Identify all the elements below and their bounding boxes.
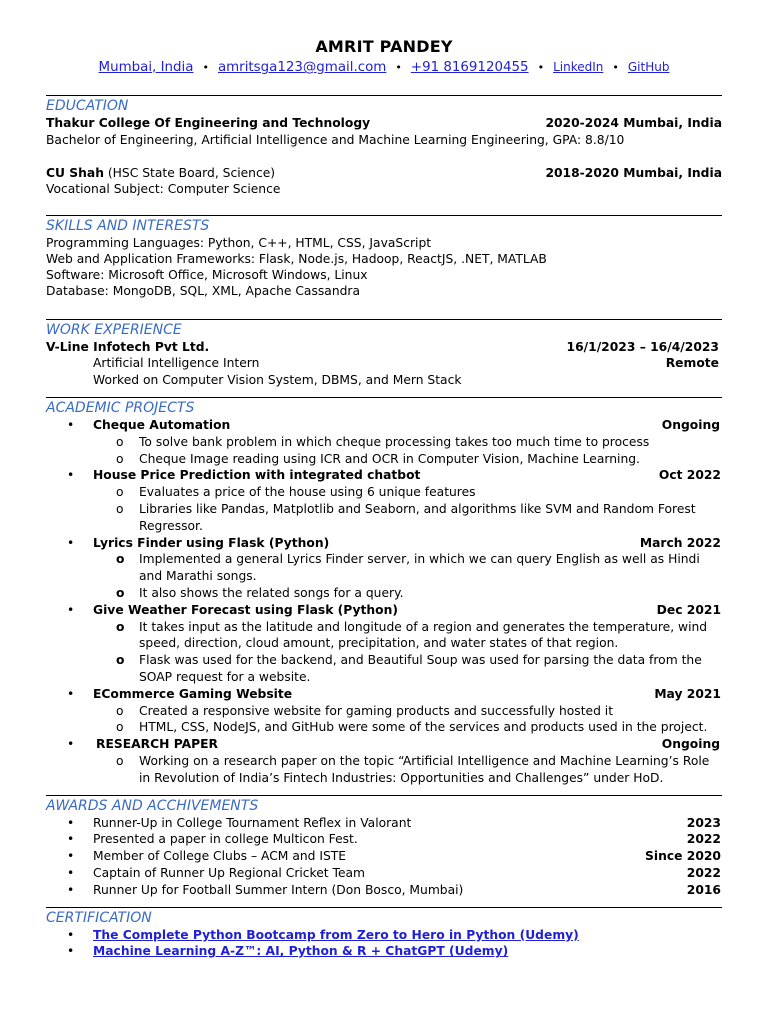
bullet-icon: • — [67, 737, 75, 752]
bullet-icon: • — [67, 882, 75, 897]
education-detail: Vocational Subject: Computer Science — [46, 182, 281, 197]
separator-dot: • — [612, 61, 619, 74]
award-year: 2022 — [686, 866, 721, 880]
project-point — [46, 451, 722, 468]
work-entry — [46, 339, 722, 356]
school-name: Thakur College Of Engineering and Technology — [46, 116, 371, 130]
work-role-row — [46, 355, 722, 372]
work-heading: WORK EXPERIENCE — [46, 321, 182, 338]
bullet-icon: • — [67, 418, 75, 433]
certification-row — [46, 943, 722, 960]
email-link[interactable]: amritsga123@gmail.com — [217, 60, 387, 75]
award-row — [46, 831, 722, 848]
resume-name: AMRIT PANDEY — [315, 37, 453, 56]
certification-group — [46, 927, 579, 944]
project-point — [46, 501, 722, 535]
project-row — [46, 602, 722, 619]
project-row — [46, 417, 722, 434]
project-name: Give Weather Forecast using Flask (Python) — [93, 602, 398, 617]
award-text-group — [46, 848, 346, 865]
bullet-icon: • — [67, 832, 75, 847]
school-extra: (HSC State Board, Science) — [103, 165, 276, 180]
bullet-icon: • — [67, 849, 75, 864]
sub-bullet-icon: o — [116, 619, 125, 634]
project-point-text: HTML, CSS, NodeJS, and GitHub were some of the services and products used in the project. — [139, 720, 708, 735]
award-text: Member of College Clubs – ACM and ISTE — [93, 849, 347, 864]
award-row — [46, 848, 722, 865]
project-point-text: Evaluates a price of the house using 6 unique features — [139, 485, 476, 500]
project-date: May 2021 — [654, 686, 721, 701]
education-dates: 2020-2024 Mumbai, India — [545, 116, 722, 130]
award-year: Since 2020 — [645, 849, 721, 864]
project-point-text: Flask was used for the backend, and Beautiful Soup was used for parsing the data from the SOAP request for a website. — [139, 653, 702, 685]
sub-bullet-icon: o — [116, 720, 124, 735]
sub-bullet-icon: o — [116, 451, 124, 466]
project-point-text: Cheque Image reading using ICR and OCR in Computer Vision, Machine Learning. — [139, 451, 640, 466]
award-row — [46, 865, 722, 882]
github-link[interactable]: GitHub — [627, 60, 670, 74]
education-entry — [46, 165, 722, 182]
sub-bullet-icon: o — [116, 586, 125, 601]
project-name: Lyrics Finder using Flask (Python) — [93, 535, 330, 550]
project-point — [46, 719, 722, 736]
project-point — [46, 703, 722, 720]
skill-line: Programming Languages: Python, C++, HTML, CSS, JavaScript — [46, 235, 432, 250]
phone-link[interactable]: +91 8169120455 — [410, 60, 529, 75]
project-date: March 2022 — [639, 535, 721, 550]
company-name: V-Line Infotech Pvt Ltd. — [46, 339, 210, 354]
sub-bullet-icon: o — [116, 653, 125, 668]
bullet-icon: • — [67, 866, 75, 880]
certification-row — [46, 927, 722, 944]
resume-page — [46, 36, 722, 960]
work-role: Artificial Intelligence Intern — [93, 356, 260, 371]
bullet-icon: • — [67, 686, 75, 701]
award-row — [46, 882, 722, 899]
certification-heading: CERTIFICATION — [46, 909, 152, 926]
school-name: CU Shah — [46, 165, 104, 180]
work-dates: 16/1/2023 – 16/4/2023 — [566, 339, 719, 354]
sub-bullet-icon: o — [116, 434, 124, 449]
project-point — [46, 753, 722, 787]
projects-heading: ACADEMIC PROJECTS — [46, 400, 195, 417]
award-text: Captain of Runner Up Regional Cricket Team — [93, 866, 366, 880]
certification-group — [46, 943, 508, 960]
skill-line: Database: MongoDB, SQL, XML, Apache Cassandra — [46, 284, 361, 299]
certification-section — [46, 907, 722, 961]
project-point-text: It also shows the related songs for a query. — [139, 586, 404, 601]
project-name: ECommerce Gaming Website — [93, 686, 293, 701]
sub-bullet-icon: o — [116, 485, 124, 500]
award-row — [46, 815, 722, 832]
certification-link[interactable]: The Complete Python Bootcamp from Zero to Hero in Python (Udemy) — [93, 927, 579, 942]
project-title-group — [46, 467, 420, 484]
skill-line: Web and Application Frameworks: Flask, Node.js, Hadoop, ReactJS, .NET, MATLAB — [46, 251, 547, 266]
project-title-group — [46, 736, 218, 753]
education-section — [46, 95, 722, 198]
work-mode: Remote — [665, 356, 719, 371]
projects-section — [46, 397, 722, 787]
bullet-icon: • — [67, 468, 75, 483]
project-point-text: Created a responsive website for gaming products and successfully hosted it — [139, 703, 614, 718]
projects-list — [46, 417, 722, 787]
project-date: Dec 2021 — [656, 602, 721, 617]
project-date: Ongoing — [661, 737, 720, 752]
contact-line — [46, 58, 722, 76]
awards-heading: AWARDS AND ACCHIVEMENTS — [46, 797, 259, 814]
certification-link[interactable]: Machine Learning A-Z™: AI, Python & R + ChatGPT (Udemy) — [93, 944, 509, 959]
sub-bullet-icon: o — [116, 754, 124, 769]
project-title-group — [46, 602, 398, 619]
award-text-group — [46, 865, 365, 882]
award-text-group — [46, 815, 411, 832]
project-point — [46, 585, 722, 602]
project-date: Oct 2022 — [658, 468, 721, 483]
project-point — [46, 434, 722, 451]
project-title-group — [46, 686, 292, 703]
project-point — [46, 652, 722, 686]
project-title-group — [46, 417, 230, 434]
bullet-icon: • — [67, 944, 75, 959]
education-entry — [46, 115, 722, 132]
linkedin-link[interactable]: LinkedIn — [553, 60, 604, 74]
award-text: Runner Up for Football Summer Intern (Don Bosco, Mumbai) — [93, 882, 464, 897]
skills-heading: SKILLS AND INTERESTS — [46, 217, 210, 234]
project-point-text: Working on a research paper on the topic “Artificial Intelligence and Machine Learning’s Role in Revolution of India’s Fintech Industries: Opportunities and Challenges” under HoD. — [139, 754, 710, 785]
project-name: House Price Prediction with integrated chatbot — [93, 468, 421, 483]
award-text: Runner-Up in College Tournament Reflex in Valorant — [93, 815, 412, 830]
location-link[interactable]: Mumbai, India — [98, 60, 194, 75]
award-year: 2022 — [686, 832, 721, 847]
project-point-text: Libraries like Pandas, Matplotlib and Seaborn, and algorithms like SVM and Random Forest Regressor. — [139, 502, 696, 533]
separator-dot: • — [395, 61, 402, 74]
project-point — [46, 619, 722, 653]
skill-line: Software: Microsoft Office, Microsoft Windows, Linux — [46, 268, 368, 283]
award-text-group — [46, 831, 358, 848]
sub-bullet-icon: o — [116, 502, 124, 517]
award-year: 2023 — [686, 815, 721, 830]
project-date: Ongoing — [661, 418, 720, 433]
bullet-icon: • — [67, 815, 75, 830]
project-row — [46, 535, 722, 552]
project-title-group — [46, 535, 329, 552]
project-point-text: Implemented a general Lyrics Finder server, in which we can query English as well as Hindi and Marathi songs. — [139, 552, 700, 584]
project-row — [46, 467, 722, 484]
bullet-icon: • — [67, 927, 75, 942]
project-point — [46, 484, 722, 501]
project-point — [46, 551, 722, 585]
project-row — [46, 686, 722, 703]
award-year: 2016 — [686, 882, 721, 897]
skills-section — [46, 215, 722, 300]
bullet-icon: • — [67, 602, 75, 617]
certification-list — [46, 927, 722, 961]
work-description: Worked on Computer Vision System, DBMS, and Mern Stack — [93, 372, 462, 387]
project-row — [46, 736, 722, 753]
project-point-text: It takes input as the latitude and longitude of a region and generates the temperature, wind speed, direction, cloud amount, precipitation, and water states of that region. — [139, 619, 708, 651]
sub-bullet-icon: o — [116, 703, 124, 718]
award-text-group — [46, 882, 463, 899]
project-name: RESEARCH PAPER — [96, 737, 218, 752]
education-dates: 2018-2020 Mumbai, India — [545, 165, 722, 180]
education-heading: EDUCATION — [46, 98, 129, 114]
award-text: Presented a paper in college Multicon Fest. — [93, 832, 358, 847]
separator-dot: • — [537, 61, 545, 74]
education-detail: Bachelor of Engineering, Artificial Intelligence and Machine Learning Engineering, GPA: 8.8/10 — [46, 132, 625, 147]
bullet-icon: • — [67, 535, 75, 550]
separator-dot: • — [202, 61, 209, 74]
project-name: Cheque Automation — [93, 418, 231, 433]
awards-list — [46, 815, 722, 899]
project-point-text: To solve bank problem in which cheque processing takes too much time to process — [139, 434, 650, 449]
sub-bullet-icon: o — [116, 552, 125, 567]
work-section — [46, 319, 722, 388]
awards-section — [46, 795, 722, 899]
